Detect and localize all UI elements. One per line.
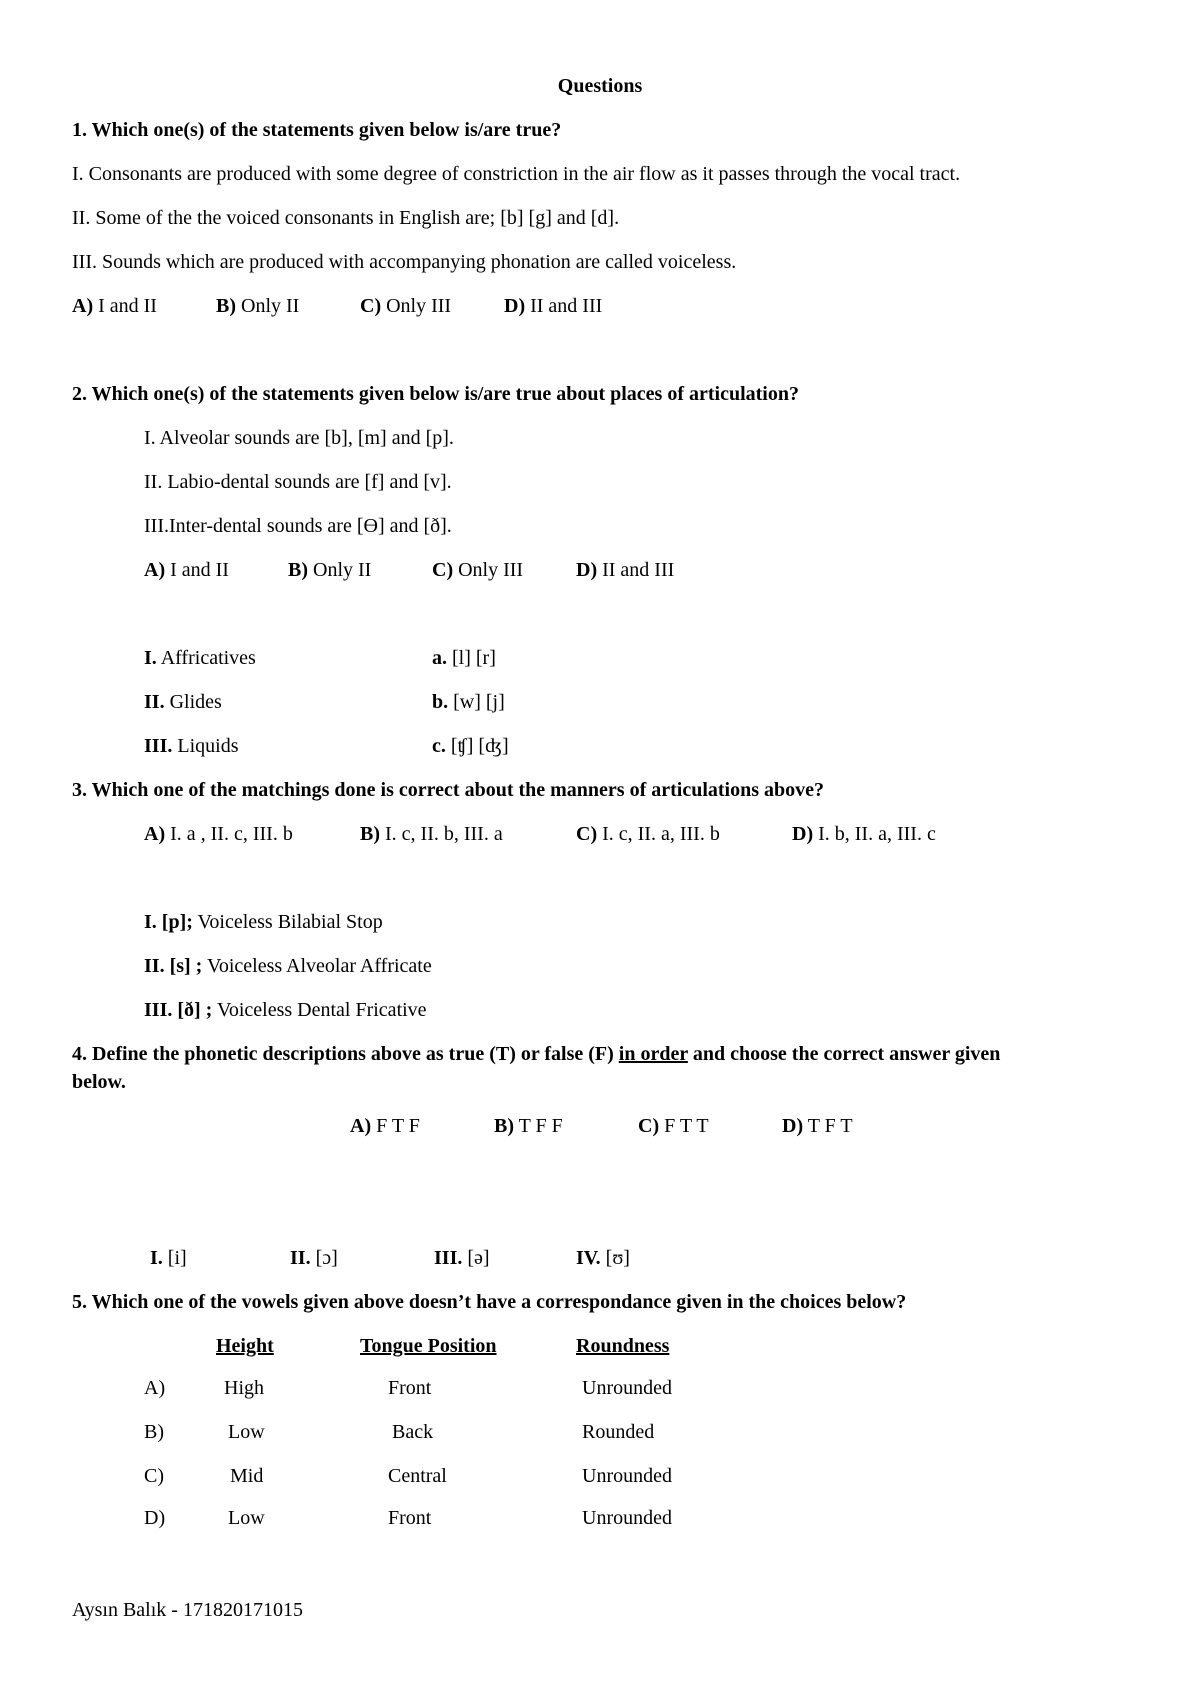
vowel-symbol: [ʊ] — [600, 1247, 630, 1269]
row-height: Mid — [230, 1465, 264, 1487]
row-letter: D) — [144, 1507, 166, 1529]
row-position: Front — [388, 1507, 432, 1529]
row-height: High — [224, 1377, 264, 1399]
q1-prompt: 1. Which one(s) of the statements given below is/are true? — [72, 119, 562, 141]
footer-author: Aysın Balık - 171820171015 — [72, 1599, 303, 1621]
q3-option-a[interactable] — [144, 822, 293, 846]
q1-statement-3: III. Sounds which are produced with accompanying phonation are called voiceless. — [72, 251, 737, 273]
item-number: III. — [144, 735, 173, 757]
item-text: Voiceless Alveolar Affricate — [202, 955, 432, 977]
page-title: Questions — [557, 75, 643, 97]
vowel-symbol: [ɔ] — [310, 1247, 338, 1269]
vowel-number: III. — [434, 1247, 463, 1269]
option-text: T F T — [803, 1115, 853, 1137]
q2-statement-2: II. Labio-dental sounds are [f] and [v]. — [144, 471, 452, 493]
q4-prompt-line2: below. — [72, 1071, 126, 1093]
row-letter: C) — [144, 1465, 164, 1487]
q2-statement-1: I. Alveolar sounds are [b], [m] and [p]. — [144, 427, 454, 449]
option-text: F T T — [659, 1115, 709, 1137]
q4-option-d[interactable] — [782, 1114, 853, 1138]
q3-left-item-3 — [144, 734, 238, 758]
row-letter: A) — [144, 1377, 166, 1399]
option-text: I. c, II. b, III. a — [380, 823, 503, 845]
q1-option-a[interactable] — [72, 294, 157, 318]
q4-prompt — [72, 1042, 1000, 1066]
option-letter: D) — [504, 295, 526, 317]
item-number: II. — [144, 691, 165, 713]
q2-prompt: 2. Which one(s) of the statements given below is/are true about places of articulation? — [72, 383, 799, 405]
option-text: I. c, II. a, III. b — [597, 823, 720, 845]
item-label: II. [s] ; — [144, 955, 203, 977]
vowel-symbol: [ə] — [462, 1247, 490, 1269]
item-text: Liquids — [172, 735, 239, 757]
q5-header-tongue-position: Tongue Position — [360, 1335, 497, 1357]
option-letter: C) — [360, 295, 382, 317]
row-roundness: Unrounded — [582, 1507, 672, 1529]
q2-option-c[interactable] — [432, 558, 523, 582]
q4-option-b[interactable] — [494, 1114, 563, 1138]
vowel-number: I. — [150, 1247, 163, 1269]
option-letter: C) — [576, 823, 598, 845]
item-label: III. [ð] ; — [144, 999, 213, 1021]
option-letter: A) — [144, 559, 166, 581]
option-letter: C) — [638, 1115, 660, 1137]
q5-vowel-3 — [434, 1246, 490, 1270]
q5-prompt: 5. Which one of the vowels given above doesn’t have a correspondance given in the choices below? — [72, 1291, 907, 1313]
q3-right-item-c — [432, 734, 509, 758]
row-roundness: Unrounded — [582, 1377, 672, 1399]
item-text: Glides — [164, 691, 222, 713]
q4-option-a[interactable] — [350, 1114, 420, 1138]
q3-left-item-2 — [144, 690, 222, 714]
option-text: T F F — [514, 1115, 563, 1137]
q3-option-d[interactable] — [792, 822, 936, 846]
option-text: II and III — [525, 295, 603, 317]
option-letter: C) — [432, 559, 454, 581]
row-position: Back — [392, 1421, 434, 1443]
item-letter: b. — [432, 691, 449, 713]
q1-option-c[interactable] — [360, 294, 451, 318]
q2-option-a[interactable] — [144, 558, 229, 582]
row-position: Front — [388, 1377, 432, 1399]
option-letter: A) — [72, 295, 94, 317]
vowel-number: IV. — [576, 1247, 601, 1269]
option-text: I and II — [93, 295, 157, 317]
item-letter: c. — [432, 735, 446, 757]
q3-option-b[interactable] — [360, 822, 503, 846]
item-label: I. [p]; — [144, 911, 193, 933]
option-letter: A) — [350, 1115, 372, 1137]
option-text: Only III — [381, 295, 452, 317]
q4-prompt-end: and choose the correct answer given — [687, 1043, 1001, 1065]
option-text: II and III — [597, 559, 675, 581]
q4-item-3 — [144, 998, 427, 1022]
option-letter: B) — [494, 1115, 514, 1137]
q3-right-item-a — [432, 646, 496, 670]
q4-item-1 — [144, 910, 383, 934]
option-letter: B) — [360, 823, 380, 845]
q1-option-d[interactable] — [504, 294, 602, 318]
row-roundness: Unrounded — [582, 1465, 672, 1487]
q5-vowel-2 — [290, 1246, 338, 1270]
item-text: [l] [r] — [447, 647, 496, 669]
row-position: Central — [388, 1465, 447, 1487]
option-text: I. a , II. c, III. b — [165, 823, 293, 845]
option-text: I and II — [165, 559, 229, 581]
option-text: I. b, II. a, III. c — [813, 823, 936, 845]
q1-statement-2: II. Some of the the voiced consonants in English are; [b] [g] and [d]. — [72, 207, 620, 229]
q4-option-c[interactable] — [638, 1114, 709, 1138]
option-letter: D) — [576, 559, 598, 581]
row-height: Low — [228, 1507, 265, 1529]
item-text: Voiceless Bilabial Stop — [192, 911, 383, 933]
item-text: Voiceless Dental Fricative — [212, 999, 427, 1021]
q1-option-b[interactable] — [216, 294, 299, 318]
q2-option-d[interactable] — [576, 558, 674, 582]
option-text: F T F — [371, 1115, 420, 1137]
vowel-number: II. — [290, 1247, 311, 1269]
item-text: [w] [j] — [448, 691, 505, 713]
q5-header-roundness: Roundness — [576, 1335, 670, 1357]
option-letter: D) — [792, 823, 814, 845]
q3-right-item-b — [432, 690, 505, 714]
q5-vowel-4 — [576, 1246, 630, 1270]
q2-statement-3: III.Inter-dental sounds are [ϴ] and [ð]. — [144, 515, 452, 537]
row-roundness: Rounded — [582, 1421, 655, 1443]
option-letter: B) — [288, 559, 308, 581]
option-letter: B) — [216, 295, 236, 317]
q2-option-b[interactable] — [288, 558, 371, 582]
item-number: I. — [144, 647, 157, 669]
q3-prompt: 3. Which one of the matchings done is correct about the manners of articulations above? — [72, 779, 825, 801]
q5-header-height: Height — [216, 1335, 274, 1357]
q1-statement-1: I. Consonants are produced with some degree of constriction in the air flow as it passes through the vocal tract. — [72, 163, 961, 185]
option-text: Only III — [453, 559, 524, 581]
q4-prompt-underlined: in order — [618, 1043, 688, 1065]
q5-vowel-1 — [150, 1246, 187, 1270]
option-letter: A) — [144, 823, 166, 845]
q4-item-2 — [144, 954, 432, 978]
q3-left-item-1 — [144, 646, 256, 670]
vowel-symbol: [i] — [162, 1247, 187, 1269]
q4-prompt-start: 4. Define the phonetic descriptions above as true (T) or false (F) — [72, 1043, 619, 1065]
option-text: Only II — [308, 559, 372, 581]
option-letter: D) — [782, 1115, 804, 1137]
row-letter: B) — [144, 1421, 164, 1443]
q3-option-c[interactable] — [576, 822, 720, 846]
item-text: [ʧ] [ʤ] — [445, 735, 509, 757]
item-letter: a. — [432, 647, 447, 669]
option-text: Only II — [236, 295, 300, 317]
row-height: Low — [228, 1421, 265, 1443]
item-text: Affricatives — [156, 647, 256, 669]
